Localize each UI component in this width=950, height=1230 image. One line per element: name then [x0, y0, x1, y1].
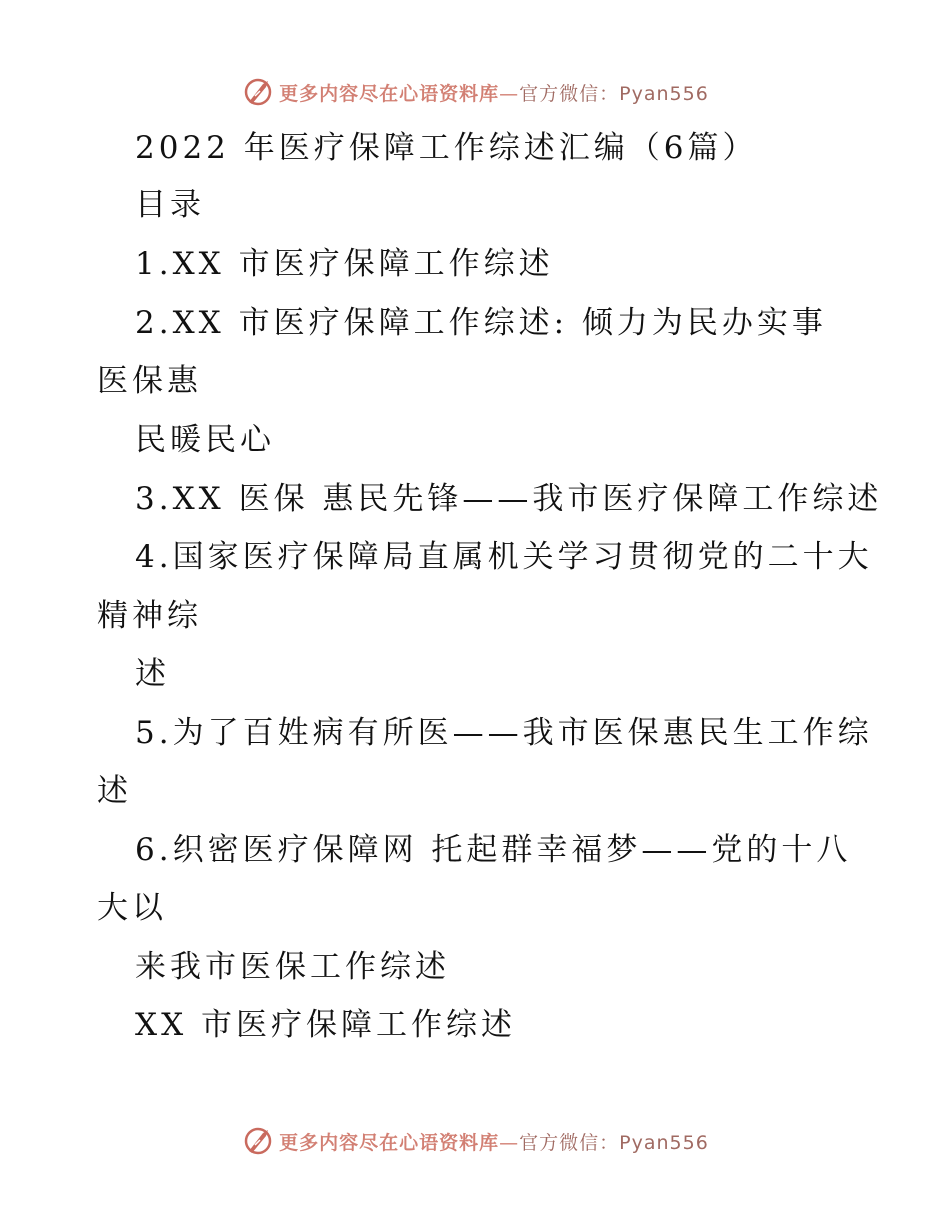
- toc-line: 精神综: [97, 598, 202, 634]
- watermark-wechat-text: 官方微信：Pyan556: [519, 1131, 709, 1154]
- toc-line: 述: [97, 773, 132, 809]
- toc-line: 6.织密医疗保障网 托起群幸福梦——党的十八: [135, 832, 852, 868]
- watermark-wechat-text: 官方微信：Pyan556: [519, 82, 709, 105]
- toc-line: 5.为了百姓病有所医——我市医保惠民生工作综: [135, 715, 873, 751]
- watermark-site-text: 更多内容尽在心语资料库: [279, 82, 500, 105]
- toc-line: 1.XX 市医疗保障工作综述: [135, 246, 554, 282]
- toc-line: 民暖民心: [135, 422, 275, 458]
- watermark-site-text: 更多内容尽在心语资料库: [279, 1131, 500, 1154]
- watermark-dash: —: [499, 1131, 520, 1154]
- section-heading: XX 市医疗保障工作综述: [135, 1007, 516, 1043]
- document-title: 2022 年医疗保障工作综述汇编（6篇）: [135, 130, 758, 166]
- toc-line: 述: [135, 656, 170, 692]
- footer-watermark: [0, 1121, 950, 1161]
- toc-line: 医保惠: [97, 363, 202, 399]
- toc-line: 大以: [97, 890, 167, 926]
- header-watermark: [0, 72, 950, 112]
- toc-line: 3.XX 医保 惠民先锋——我市医疗保障工作综述: [135, 481, 883, 517]
- toc-line: 4.国家医疗保障局直属机关学习贯彻党的二十大: [135, 539, 873, 575]
- toc-heading: 目录: [135, 187, 205, 223]
- toc-line: 2.XX 市医疗保障工作综述: 倾力为民办实事: [135, 305, 827, 341]
- watermark-text: [279, 79, 709, 106]
- quill-pen-logo-icon: [241, 1124, 275, 1158]
- watermark-text: [279, 1128, 709, 1155]
- toc-line: 来我市医保工作综述: [135, 949, 450, 985]
- watermark-dash: —: [499, 82, 520, 105]
- quill-pen-logo-icon: [241, 75, 275, 109]
